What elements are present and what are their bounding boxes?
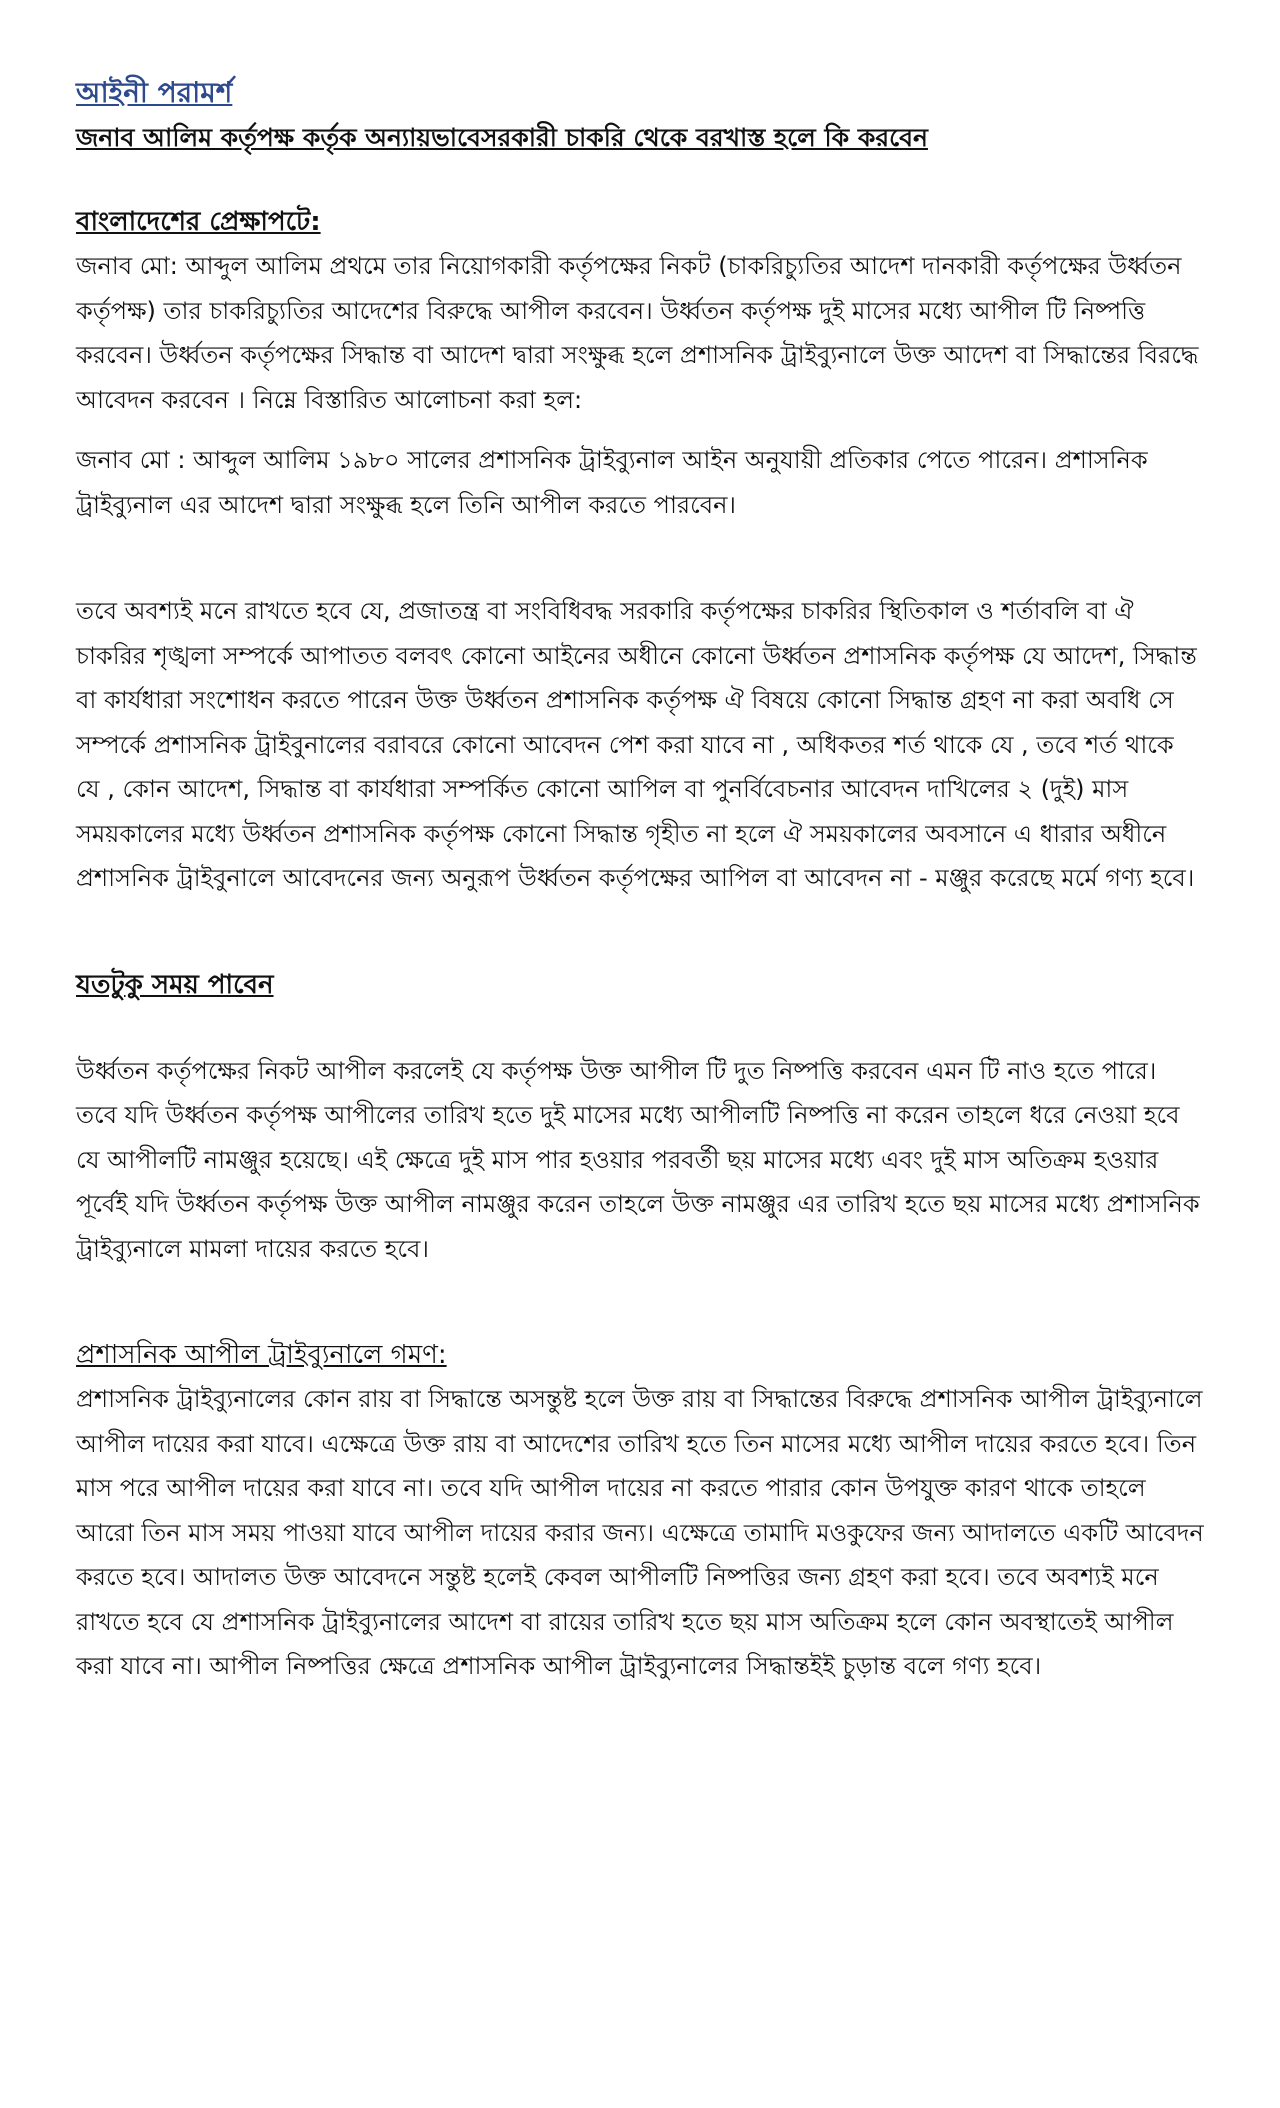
paragraph: জনাব মো: আব্দুল আলিম প্রথমে তার নিয়োগকারী কর্তৃপক্ষের নিকট (চাকরিচ্যুতির আদেশ দানকারী কর্তৃপক্ষের উর্ধ্বতন কর্তৃপক্ষ) তার চাকরিচ্যুতির আদেশের বিরুদ্ধে আপীল করবেন। উর্ধ্বতন কর্তৃপক্ষ দুই মাসের মধ্যে আপীল টি নিষ্পত্তি করবেন। উর্ধ্বতন কর্তৃপক্ষের সিদ্ধান্ত বা আদেশ দ্বারা সংক্ষুব্ধ হলে প্রশাসনিক ট্রাইব্যুনালে উক্ত আদেশ বা সিদ্ধান্তের বিরদ্ধে আবেদন করবেন । নিম্নে বিস্তারিত আলোচনা করা হল: — [76, 252, 1199, 414]
section-heading: প্রশাসনিক আপীল ট্রাইব্যুনালে গমণ: — [76, 1340, 447, 1370]
paragraph: তবে অবশ্যই মনে রাখতে হবে যে, প্রজাতন্ত্র বা সংবিধিবদ্ধ সরকারি কর্তৃপক্ষের চাকরির স্থিতিকাল ও শর্তাবলি বা ঐ চাকরির শৃঙ্খলা সম্পর্কে আপাতত বলবৎ কোনো আইনের অধীনে কোনো উর্ধ্বতন প্রশাসনিক কর্তৃপক্ষ যে আদেশ, সিদ্ধান্ত বা কার্যধারা সংশোধন করতে পারেন উক্ত উর্ধ্বতন প্রশাসনিক কর্তৃপক্ষ ঐ বিষয়ে কোনো সিদ্ধান্ত গ্রহণ না করা অবধি সে সম্পর্কে প্রশাসনিক ট্রাইবুনালের বরাবরে কোনো আবেদন পেশ করা যাবে না , অধিকতর শর্ত থাকে যে , তবে শর্ত থাকে যে , কোন আদেশ, সিদ্ধান্ত বা কার্যধারা সম্পর্কিত কোনো আপিল বা পুনর্বিবেচনার আবেদন দাখিলের ২ (দুই) মাস সময়কালের মধ্যে উর্ধ্বতন প্রশাসনিক কর্তৃপক্ষ কোনো সিদ্ধান্ত গৃহীত না হলে ঐ সময়কালের অবসানে এ ধারার অধীনে প্রশাসনিক ট্রাইবুনালে আবেদনের জন্য অনুরূপ উর্ধ্বতন কর্তৃপক্ষের আপিল বা আবেদন না - মঞ্জুর করেছে মর্মে গণ্য হবে। — [76, 597, 1197, 892]
document-title: আইনী পরামর্শ — [76, 76, 233, 109]
document-subtitle: জনাব আলিম কর্তৃপক্ষ কর্তৃক অন্যায়ভাবেসরকারী চাকরি থেকে বরখাস্ত হলে কি করবেন — [76, 123, 928, 152]
section-heading: বাংলাদেশের প্রেক্ষাপটে: — [76, 207, 321, 237]
paragraph: উর্ধ্বতন কর্তৃপক্ষের নিকট আপীল করলেই যে কর্তৃপক্ষ উক্ত আপীল টি দুত নিষ্পত্তি করবেন এমন টি নাও হতে পারে। তবে যদি উর্ধ্বতন কর্তৃপক্ষ আপীলের তারিখ হতে দুই মাসের মধ্যে আপীলটি নিষ্পত্তি না করেন তাহলে ধরে নেওয়া হবে যে আপীলটি নামঞ্জুর হয়েছে। এই ক্ষেত্রে দুই মাস পার হওয়ার পরবর্তী ছয় মাসের মধ্যে এবং দুই মাস অতিক্রম হওয়ার পূর্বেই যদি উর্ধ্বতন কর্তৃপক্ষ উক্ত আপীল নামঞ্জুর করেন তাহলে উক্ত নামঞ্জুর এর তারিখ হতে ছয় মাসের মধ্যে প্রশাসনিক ট্রাইব্যুনালে মামলা দায়ের করতে হবে। — [76, 1056, 1200, 1263]
section-appeal-tribunal — [76, 1333, 1204, 1689]
section-time-limit — [76, 963, 1204, 1272]
paragraph: জনাব মো : আব্দুল আলিম ১৯৮০ সালের প্রশাসনিক ট্রাইব্যুনাল আইন অনুযায়ী প্রতিকার পেতে পারেন। প্রশাসনিক ট্রাইব্যুনাল এর আদেশ দ্বারা সংক্ষুব্ধ হলে তিনি আপীল করতে পারবেন। — [76, 446, 1148, 519]
paragraph: প্রশাসনিক ট্রাইব্যুনালের কোন রায় বা সিদ্ধান্তে অসন্তুষ্ট হলে উক্ত রায় বা সিদ্ধান্তের বিরুদ্ধে প্রশাসনিক আপীল ট্রাইব্যুনালে আপীল দায়ের করা যাবে। এক্ষেত্রে উক্ত রায় বা আদেশের তারিখ হতে তিন মাসের মধ্যে আপীল দায়ের করতে হবে। তিন মাস পরে আপীল দায়ের করা যাবে না। তবে যদি আপীল দায়ের না করতে পারার কোন উপযুক্ত কারণ থাকে তাহলে আরো তিন মাস সময় পাওয়া যাবে আপীল দায়ের করার জন্য। এক্ষেত্রে তামাদি মওকুফের জন্য আদালতে একটি আবেদন করতে হবে। আদালত উক্ত আবেদনে সন্তুষ্ট হলেই কেবল আপীলটি নিষ্পত্তির জন্য গ্রহণ করা হবে। তবে অবশ্যই মনে রাখতে হবে যে প্রশাসনিক ট্রাইব্যুনালের আদেশ বা রায়ের তারিখ হতে ছয় মাস অতিক্রম হলে কোন অবস্থাতেই আপীল করা যাবে না। আপীল নিষ্পত্তির ক্ষেত্রে প্রশাসনিক আপীল ট্রাইব্যুনালের সিদ্ধান্তইই চুড়ান্ত বলে গণ্য হবে। — [76, 1385, 1204, 1680]
section-bangladesh-context — [76, 200, 1204, 901]
section-heading: যতটুকু সময় পাবেন — [76, 969, 274, 1000]
